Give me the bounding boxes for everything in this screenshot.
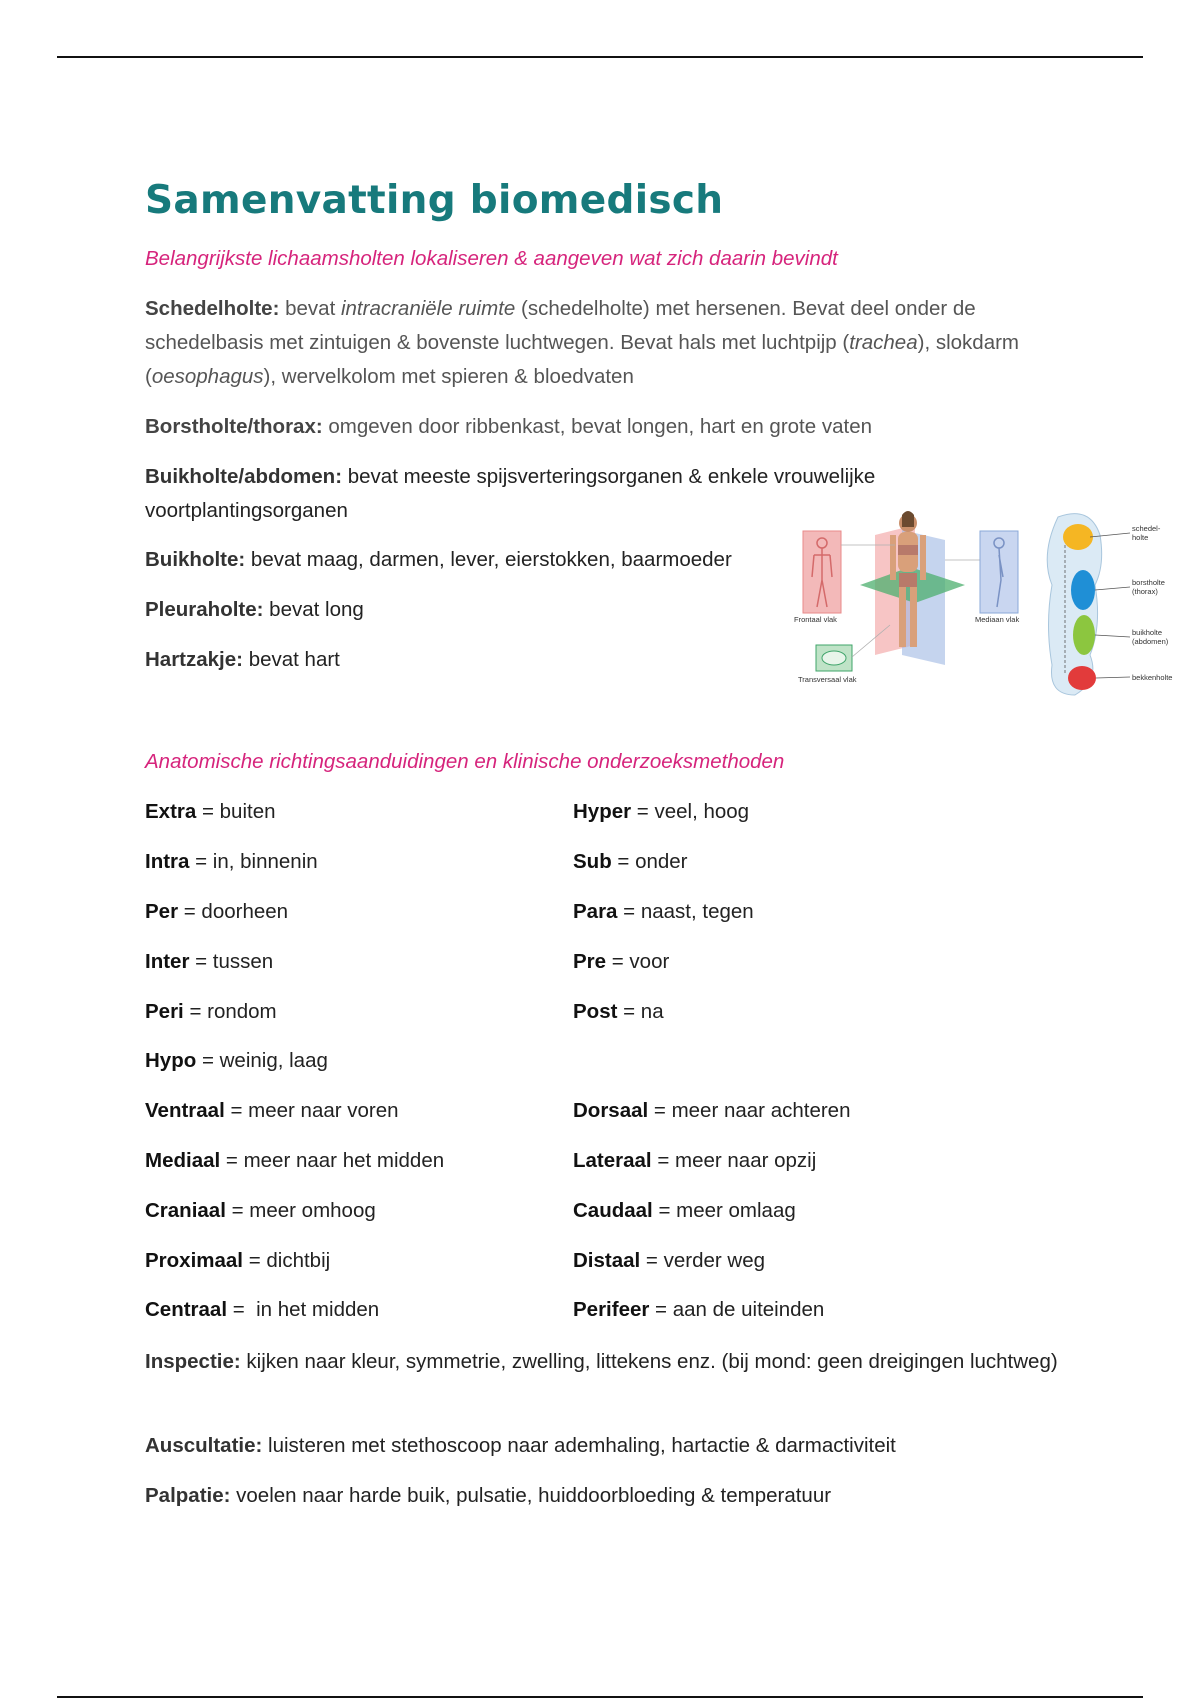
term: Schedelholte:: [145, 297, 280, 320]
paragraph-hartzakje: Hartzakje: bevat hart: [145, 648, 340, 671]
term-ventraal: Ventraal = meer naar voren: [145, 1099, 399, 1122]
term-perifeer: Perifeer = aan de uiteinden: [573, 1298, 825, 1321]
term: Pleuraholte:: [145, 598, 264, 621]
term-proximaal: Proximaal = dichtbij: [145, 1249, 331, 1272]
label-buikholte-2: (abdomen): [1132, 637, 1169, 646]
pelvis-cavity: [1068, 666, 1096, 690]
term: Buikholte:: [145, 548, 246, 571]
term-dorsaal: Dorsaal = meer naar achteren: [573, 1099, 851, 1122]
paragraph-buikholte-abdomen: Buikholte/abdomen: bevat meeste spijsverteringsorganen & enkele vrouwelijke voortplantingsorganen: [145, 465, 876, 522]
section-heading-body-cavities: Belangrijkste lichaamsholten lokaliseren & aangeven wat zich daarin bevindt: [145, 247, 838, 270]
term-para: Para = naast, tegen: [573, 900, 754, 923]
term-caudaal: Caudaal = meer omlaag: [573, 1199, 796, 1222]
paragraph-inspectie: Inspectie: kijken naar kleur, symmetrie, zwelling, littekens enz. (bij mond: geen dreigingen luchtweg): [145, 1350, 1058, 1373]
anatomy-planes-and-cavities-figure: [790, 505, 1200, 720]
term-sub: Sub = onder: [573, 850, 688, 873]
term-mediaal: Mediaal = meer naar het midden: [145, 1149, 445, 1172]
body-planes-illustration: [794, 511, 1019, 684]
term: Borstholte/thorax:: [145, 415, 323, 438]
label-bekkenholte: bekkenholte: [1132, 673, 1173, 682]
paragraph-buikholte: Buikholte: bevat maag, darmen, lever, eierstokken, baarmoeder: [145, 548, 732, 571]
term-hypo: Hypo = weinig, laag: [145, 1049, 328, 1072]
term-distaal: Distaal = verder weg: [573, 1249, 766, 1272]
label-transversaal-vlak: Transversaal vlak: [798, 675, 857, 684]
paragraph-borstholte: Borstholte/thorax: omgeven door ribbenkast, bevat longen, hart en grote vaten: [145, 415, 872, 438]
term-pre: Pre = voor: [573, 950, 670, 973]
thorax-cavity: [1071, 570, 1095, 610]
term: Hartzakje:: [145, 648, 243, 671]
section-heading-directions: Anatomische richtingsaanduidingen en klinische onderzoeksmethoden: [145, 750, 785, 773]
label-mediaan-vlak: Mediaan vlak: [975, 615, 1020, 624]
term-post: Post = na: [573, 1000, 664, 1023]
header-rule: [57, 56, 1143, 58]
term-extra: Extra = buiten: [145, 800, 276, 823]
skull-cavity: [1063, 524, 1093, 550]
term-lateraal: Lateraal = meer naar opzij: [573, 1149, 817, 1172]
paragraph-palpatie: Palpatie: voelen naar harde buik, pulsatie, huiddoorbloeding & temperatuur: [145, 1484, 832, 1507]
abdomen-cavity: [1073, 615, 1095, 655]
term-hyper: Hyper = veel, hoog: [573, 800, 750, 823]
term-intra: Intra = in, binnenin: [145, 850, 318, 873]
label-frontaal-vlak: Frontaal vlak: [794, 615, 837, 624]
label-buikholte: buikholte: [1132, 628, 1163, 637]
label-borstholte: borstholte: [1132, 578, 1165, 587]
label-schedelholte-2: holte: [1132, 533, 1149, 542]
label-borstholte-2: (thorax): [1132, 587, 1158, 596]
term: Buikholte/abdomen:: [145, 465, 343, 488]
term-peri: Peri = rondom: [145, 1000, 277, 1023]
paragraph-schedelholte: Schedelholte: bevat intracraniële ruimte (schedelholte) met hersenen. Bevat deel onder de schedelbasis met zintuigen & bovenste luchtwegen. Bevat hals met luchtpijp (trachea), slokdarm (oesophagus), wervelkolom met spieren & bloedvaten: [145, 297, 1020, 388]
term-centraal: Centraal = in het midden: [145, 1298, 380, 1321]
median-plane-box: [980, 531, 1018, 613]
term-per: Per = doorheen: [145, 900, 289, 923]
paragraph-pleuraholte: Pleuraholte: bevat long: [145, 598, 364, 621]
term-craniaal: Craniaal = meer omhoog: [145, 1199, 376, 1222]
label-schedelholte: schedel-: [1132, 524, 1161, 533]
footer-rule: [57, 1696, 1143, 1698]
term-inter: Inter = tussen: [145, 950, 274, 973]
paragraph-auscultatie: Auscultatie: luisteren met stethoscoop naar ademhaling, hartactie & darmactiviteit: [145, 1434, 896, 1457]
body-cavities-illustration: [1047, 514, 1172, 695]
page-title: Samenvatting biomedisch: [145, 178, 724, 223]
